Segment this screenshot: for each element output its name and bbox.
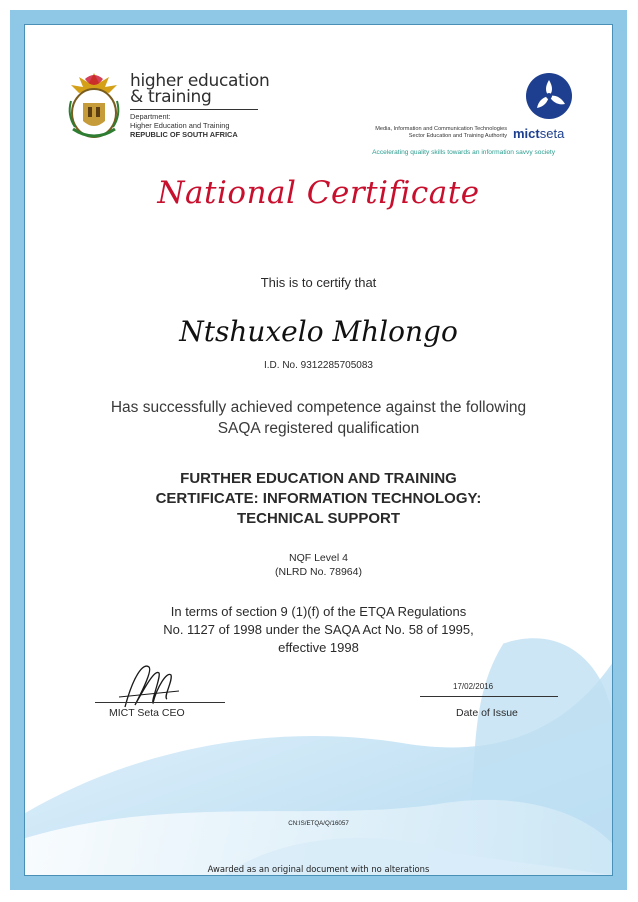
department-title-line2: & training <box>130 87 212 107</box>
achievement-line1: Has successfully achieved competence against the following <box>110 399 527 416</box>
department-label: Department: <box>130 112 171 121</box>
issue-date-label: Date of Issue <box>456 707 518 719</box>
regulation-terms <box>65 603 572 657</box>
mict-seta-desc-line1: Media, Information and Communication Technologies <box>375 126 507 132</box>
department-country: REPUBLIC OF SOUTH AFRICA <box>130 130 238 139</box>
mict-wordmark-bold: mict <box>513 126 540 141</box>
recipient-id-number: I.D. No. 9312285705083 <box>264 360 373 371</box>
qualification-line2: CERTIFICATE: INFORMATION TECHNOLOGY: <box>155 490 482 507</box>
date-line <box>420 696 558 697</box>
mict-seta-desc-line2: Sector Education and Training Authority <box>408 132 507 139</box>
recipient-name: Ntshuxelo Mhlongo <box>179 315 458 348</box>
terms-line1: In terms of section 9 (1)(f) of the ETQA Regulations <box>170 604 467 619</box>
department-subtitle <box>130 112 238 139</box>
qualification-line3: TECHNICAL SUPPORT <box>236 510 401 527</box>
mict-seta-tagline: Accelerating quality skills towards an information savvy society <box>372 149 555 156</box>
mict-seta-logo <box>525 72 573 120</box>
department-title-line1: higher education <box>130 71 270 91</box>
seta-wordmark-light: seta <box>539 126 565 141</box>
mict-seta-description <box>297 126 507 139</box>
achievement-line2: SAQA registered qualification <box>217 420 420 437</box>
nqf-info <box>25 551 612 579</box>
achievement-statement <box>65 397 572 439</box>
department-name: Higher Education and Training <box>130 121 230 130</box>
certificate-body <box>24 24 613 876</box>
department-wordmark <box>130 73 269 105</box>
terms-line2: No. 1127 of 1998 under the SAQA Act No. 58 of 1995, <box>163 622 474 637</box>
certify-statement: This is to certify that <box>260 275 377 290</box>
signatory-title: MICT Seta CEO <box>109 707 185 719</box>
certificate-title: National Certificate <box>157 175 480 211</box>
coat-of-arms-logo <box>65 71 123 145</box>
issue-date: 17/02/2016 <box>453 682 494 691</box>
certificate-number: CN:IS/ETQA/Q/16057 <box>288 820 349 827</box>
mict-seta-wordmark <box>513 126 564 141</box>
department-divider <box>130 109 258 110</box>
qualification-line1: FURTHER EDUCATION AND TRAINING <box>180 470 457 487</box>
qualification-title <box>55 469 582 529</box>
terms-line3: effective 1998 <box>278 640 359 655</box>
certificate-border <box>10 10 627 890</box>
nlrd-number: (NLRD No. 78964) <box>275 566 362 578</box>
nqf-level: NQF Level 4 <box>289 552 348 564</box>
signature-line <box>95 702 225 703</box>
originality-statement: Awarded as an original document with no alterations <box>207 864 430 874</box>
